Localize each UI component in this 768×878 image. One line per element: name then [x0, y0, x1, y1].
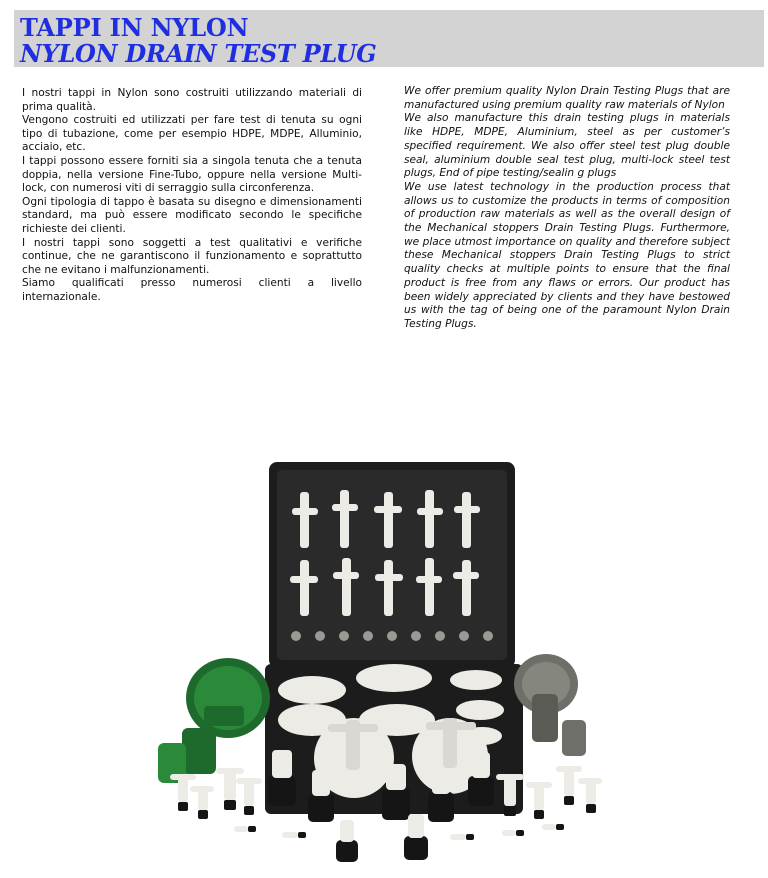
title-banner [14, 10, 764, 67]
page-title-italian: TAPPI IN NYLON [20, 13, 249, 42]
paragraph: I nostri tappi in Nylon sono costruiti utilizzando materiali di prima qualità. [22, 87, 362, 113]
paragraph: We also manufacture this drain testing plugs in materials like HDPE, MDPE, Aluminium, steel as per customer’s specified requirement. We also offer steel test plug double seal, aluminium double seal test plug, multi-lock steel test plugs, End of pipe testing/sealin g plugs [404, 112, 730, 180]
paragraph: Siamo qualificati presso numerosi clienti a livello internazionale. [22, 277, 362, 303]
english-description [404, 85, 730, 332]
case-lid [269, 462, 515, 668]
paragraph: I tappi possono essere forniti sia a singola tenuta che a tenuta doppia, nella versione Fine-Tubo, oppure nella versione Multi-lock, con numerosi viti di serraggio sulla circonferenza. [22, 154, 362, 195]
paragraph: Ogni tipologia di tappo è basata su disegno e dimensionamenti standard, ma può essere modificato secondo le specifiche richieste dei clienti. [22, 195, 362, 235]
paragraph: We use latest technology in the production process that allows us to customize the products in terms of composition of production raw materials as well as the overall design of the Mechanical stoppers Drain Testing Plugs. Furthermore, we place utmost importance on quality and therefore subject these Mechanical stoppers Drain Testing Plugs to strict quality checks at multiple points to ensure that the final product is free from any flaws or errors. Our product has been widely appreciated by clients and they have bestowed us with the tag of being one of the paramount Nylon Drain Testing Plugs. [404, 180, 730, 330]
paragraph: Vengono costruiti ed utilizzati per fare test di tenuta su ogni tipo di tubazione, come per esempio HDPE, MDPE, Alluminio, acciaio, etc. [22, 114, 362, 154]
green-plugs [158, 658, 270, 783]
page-title-english: NYLON DRAIN TEST PLUG [20, 39, 377, 68]
paragraph: I nostri tappi sono soggetti a test qualitativi e verifiche continue, che ne garantiscono il funzionamento e soprattutto che ne evitano i malfunzionamenti. [22, 236, 362, 276]
product-photo [132, 458, 632, 878]
paragraph: We offer premium quality Nylon Drain Testing Plugs that are manufactured using premium quality raw materials of Nylon [404, 85, 730, 111]
italian-description [22, 87, 362, 305]
grey-plugs [514, 654, 586, 756]
